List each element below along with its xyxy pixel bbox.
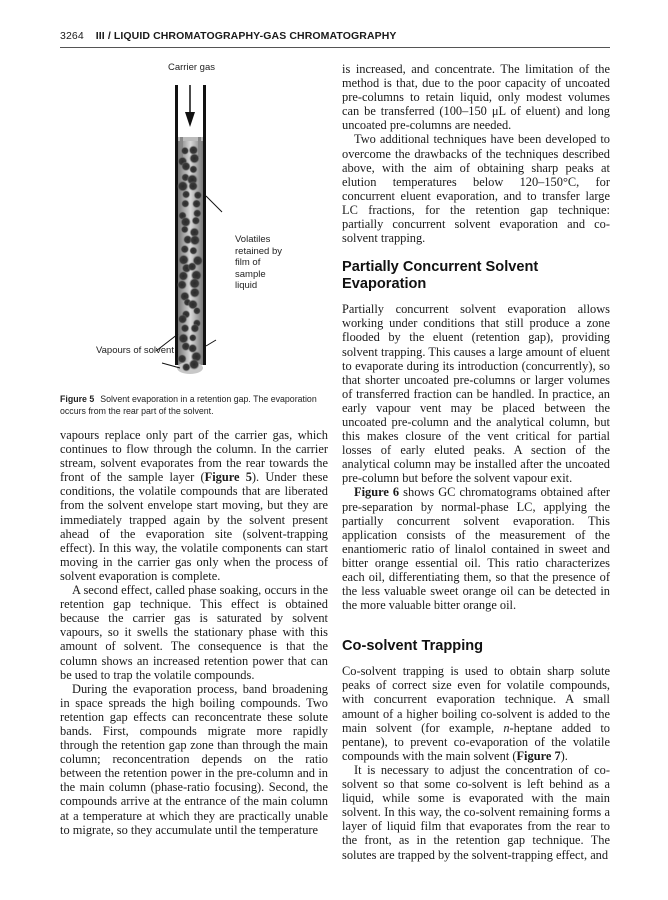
liquid-droplet	[181, 199, 190, 208]
section-heading: Co-solvent Trapping	[342, 638, 484, 655]
liquid-droplet	[190, 324, 199, 333]
liquid-droplet	[189, 334, 197, 342]
liquid-droplet	[189, 359, 200, 370]
liquid-droplet	[189, 287, 200, 298]
paragraph: Partially concurrent solvent evaporation allows working under conditions that still produce a zone flooded by the eluent (retention gap), providing solvent trapping. This causes a large amount of eluent to evaporate during its introduction (concurrently), so that shorter uncoated pre-columns or larger volumes of transferred fraction can be handled. In practice, an early vapour vent may be placed between the uncoated pre-column and the analytical column, but this makes closure of the vent critical for partial losses of early eluted peaks. A section of the analytical column may be installed after the uncoated pre-column but before the solvent vapour exit.	[342, 302, 610, 486]
paragraph: Two additional techniques have been developed to overcome the drawbacks of the techniques described above, with the aim of obtaining sharp peaks at elution temperatures below 120–150°C, for concurrent eluent evaporation, and to transfer large LC fractions, for the retention gap technique: partially concurrent solvent evaporation and co-solvent trapping.	[342, 132, 610, 246]
label-volatiles-line: retained by	[235, 245, 283, 257]
liquid-droplet	[192, 199, 201, 208]
liquid-droplet	[192, 216, 201, 225]
liquid-droplet	[188, 181, 198, 191]
liquid-droplet	[193, 191, 202, 200]
label-volatiles-line: liquid	[235, 280, 258, 291]
liquid-droplet	[181, 147, 189, 155]
column-wall-right	[203, 85, 206, 365]
liquid-droplet	[181, 225, 189, 233]
text: Co-solvent trapping is used to obtain sharp solute peaks of correct size even for volatile compounds, with concurrent evaporation technique. A small amount of a higher boiling co-solvent is added to the main solvent (for example,	[342, 664, 610, 735]
label-volatiles-line: film of	[235, 257, 261, 268]
liquid-droplet	[189, 246, 197, 254]
figure-reference-link[interactable]: Figure 5	[204, 470, 252, 485]
carrier-gas-arrowhead	[185, 112, 195, 127]
label-carrier-gas: Carrier gas	[168, 62, 215, 73]
page-number: 3264	[60, 30, 84, 42]
figure-reference-link[interactable]: Figure 6	[354, 485, 400, 500]
text: ).	[560, 748, 568, 763]
left-column	[60, 428, 328, 837]
text: ). Under these conditions, the volatile compounds that are liberated from the solvent envelope start moving, but they are immediately trapped again by the solvent present ahead of the evaporation site (solvent-trapping effect). In this way, the volatile components can start moving in the carrier gas only when the process of solvent evaporation is complete.	[60, 470, 329, 583]
paragraph: is increased, and concentrate. The limitation of the method is that, due to the poor capacity of uncoated pre-columns to retain liquid, only modest volumes can be transferred (100–150 μL of eluent) and long uncoated pre-columns are needed.	[342, 62, 610, 133]
liquid-droplet	[180, 324, 189, 333]
figure-caption	[60, 393, 330, 417]
running-head	[60, 30, 610, 48]
column-wall-left	[175, 85, 178, 365]
liquid-droplet	[189, 235, 200, 246]
label-volatiles-line: Volatiles	[235, 234, 271, 245]
paragraph: During the evaporation process, band broadening in space spreads the high boiling compounds. Two retention gap effects can reconcentrate these solute bands. First, compounds migrate more rapidly through the retention gap zone than through the main column; reconcentration depends on the ratio between the retention power in the pre-column and in the main column (phase-ratio focusing). Second, the compounds arrive at the entrance of the main column at a temperature at which they are practically unable to migrate, so they accumulate until the temperature	[60, 681, 328, 837]
caption-number: Figure 5	[60, 394, 95, 404]
paragraph: It is necessary to adjust the concentration of co-solvent so that some co-solvent is left behind as a liquid, while some is evaporated with the main solvent. In this way, the co-solvent remaining forms a layer of liquid film that evaporates from the rear to the front, as in the retention gap technique. The solutes are trapped by the solvent-trapping effect, and	[342, 762, 610, 862]
label-volatiles	[235, 234, 282, 292]
liquid-droplet	[193, 209, 202, 218]
pointer-wall	[206, 340, 216, 346]
liquid-droplet	[182, 190, 191, 199]
text: shows GC chromatograms obtained after pre-separation by normal-phase LC, applying the partially concurrent solvent evaporation. This application consists of the measurement of the enantiomeric ratio of linalol contained in sweet and bitter orange essential oil. This ratio characterizes each oil, differentiating them, so that the presence of the less valuable sweet orange oil can be detected in the more valuable bitter orange oil.	[342, 485, 610, 613]
liquid-droplet	[189, 165, 198, 174]
figure-reference-link[interactable]: Figure 7	[516, 748, 561, 763]
paragraph	[342, 664, 610, 763]
paragraph	[342, 485, 610, 612]
caption-text: Solvent evaporation in a retention gap. The evaporation occurs from the rear part of the solvent.	[60, 394, 317, 416]
paragraph	[60, 428, 328, 583]
liquid-droplet	[193, 307, 201, 315]
retention-gap-diagram	[60, 60, 332, 378]
right-column	[342, 62, 610, 862]
text: vapours replace only part of the carrier gas, which continues to flow through the column. In the carrier stream, solvent evaporates from the rear towards the front of the sample layer (	[60, 428, 328, 485]
section-title: III / LIQUID CHROMATOGRAPHY-GAS CHROMATOGRAPHY	[95, 30, 397, 42]
section-heading: Partially Concurrent Solvent Evaporation	[342, 259, 539, 293]
liquid-droplet	[189, 153, 200, 164]
liquid-droplet	[178, 314, 188, 324]
label-vapours-of-solvent: Vapours of solvent	[96, 345, 174, 356]
liquid-droplet	[177, 354, 187, 364]
figure-5	[60, 60, 332, 378]
pointer-film	[206, 196, 222, 212]
label-volatiles-line: sample	[235, 268, 266, 280]
liquid-droplet	[180, 245, 189, 254]
text: n	[503, 720, 510, 735]
paragraph: A second effect, called phase soaking, occurs in the retention gap technique. This effect is obtained because the carrier gas is saturated by solvent vapours, so it swells the stationary phase with this amount of solvent. The consequence is that the column shows an increased retention power that can be used to trap the volatile compounds.	[60, 583, 328, 682]
liquid-droplet	[177, 280, 187, 290]
liquid-droplet	[178, 271, 188, 281]
text: -heptane added to pentane), to prevent co-evaporation of the volatile compounds with the main solvent (	[342, 720, 610, 763]
